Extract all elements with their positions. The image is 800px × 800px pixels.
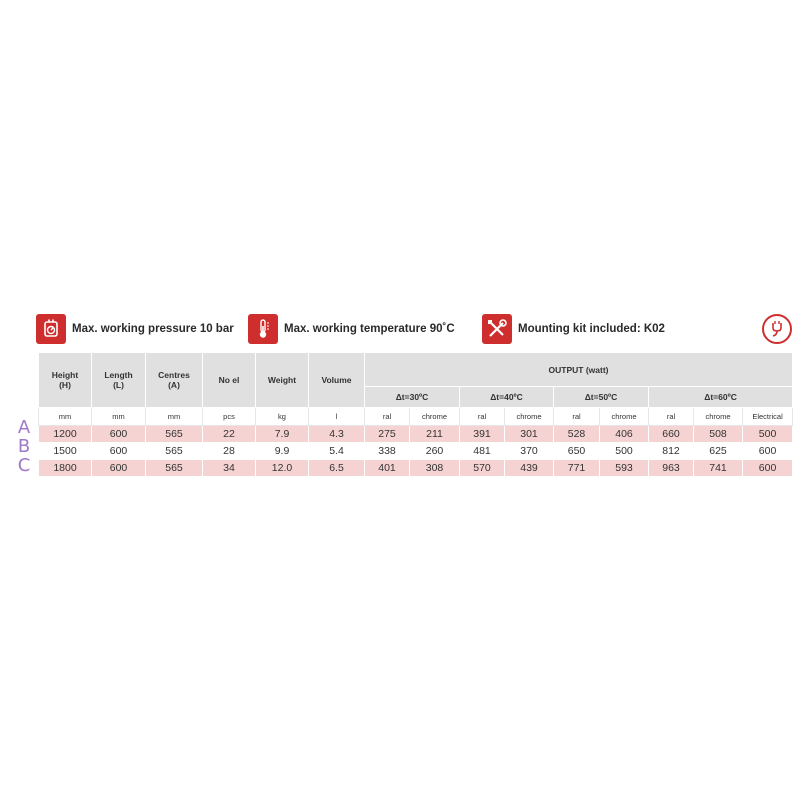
units-row — [39, 408, 793, 426]
table-cell: 650 — [554, 443, 600, 460]
table-cell: 1800 — [39, 460, 92, 477]
unit-cell: chrome — [694, 408, 743, 426]
table-cell: 275 — [365, 426, 410, 443]
unit-cell: ral — [365, 408, 410, 426]
mounting-label: Mounting kit included: K02 — [518, 323, 665, 335]
table-cell: 771 — [554, 460, 600, 477]
temperature-feature — [248, 312, 455, 346]
table-cell: 481 — [460, 443, 505, 460]
thermometer-icon — [248, 314, 278, 344]
row-letters — [14, 418, 34, 475]
table-cell: 338 — [365, 443, 410, 460]
table-cell: 7.9 — [256, 426, 309, 443]
unit-cell: chrome — [600, 408, 649, 426]
table-row — [39, 426, 793, 443]
table-cell: 308 — [410, 460, 460, 477]
table-cell: 401 — [365, 460, 410, 477]
feature-bar — [36, 312, 796, 346]
table-cell: 1200 — [39, 426, 92, 443]
table-cell: 5.4 — [309, 443, 365, 460]
table-cell: 812 — [649, 443, 694, 460]
pressure-gauge-icon — [36, 314, 66, 344]
unit-cell: ral — [554, 408, 600, 426]
table-cell: 370 — [505, 443, 554, 460]
table-cell: 570 — [460, 460, 505, 477]
header-no-el: No el — [203, 353, 256, 408]
table-cell: 508 — [694, 426, 743, 443]
table-cell: 565 — [146, 443, 203, 460]
table-cell: 22 — [203, 426, 256, 443]
unit-cell: mm — [92, 408, 146, 426]
unit-cell: Electrical — [743, 408, 793, 426]
unit-cell: kg — [256, 408, 309, 426]
table-cell: 600 — [92, 460, 146, 477]
temperature-label: Max. working temperature 90˚C — [284, 323, 455, 335]
table-cell: 211 — [410, 426, 460, 443]
table-cell: 301 — [505, 426, 554, 443]
row-letter-b: B — [17, 436, 31, 457]
mounting-feature — [482, 312, 665, 346]
table-cell: 600 — [743, 460, 793, 477]
row-letter-a: A — [17, 417, 31, 438]
table-cell: 500 — [600, 443, 649, 460]
table-cell: 528 — [554, 426, 600, 443]
header-length: Length (L) — [92, 353, 146, 408]
unit-cell: mm — [146, 408, 203, 426]
pressure-label: Max. working pressure 10 bar — [72, 323, 234, 335]
table-cell: 625 — [694, 443, 743, 460]
table-cell: 600 — [92, 426, 146, 443]
table-cell: 34 — [203, 460, 256, 477]
table-cell: 600 — [743, 443, 793, 460]
tools-icon — [482, 314, 512, 344]
table-cell: 439 — [505, 460, 554, 477]
unit-cell: ral — [460, 408, 505, 426]
pressure-feature — [36, 312, 234, 346]
table-cell: 4.3 — [309, 426, 365, 443]
row-letter-c: C — [17, 455, 31, 476]
table-cell: 660 — [649, 426, 694, 443]
table-cell: 500 — [743, 426, 793, 443]
unit-cell: l — [309, 408, 365, 426]
header-height: Height (H) — [39, 353, 92, 408]
table-cell: 391 — [460, 426, 505, 443]
table-row — [39, 443, 793, 460]
unit-cell: chrome — [505, 408, 554, 426]
table-cell: 565 — [146, 460, 203, 477]
table-cell: 593 — [600, 460, 649, 477]
table-cell: 12.0 — [256, 460, 309, 477]
table-cell: 260 — [410, 443, 460, 460]
unit-cell: ral — [649, 408, 694, 426]
plug-icon — [762, 314, 792, 344]
header-output: OUTPUT (watt) — [365, 353, 793, 387]
unit-cell: pcs — [203, 408, 256, 426]
table-cell: 600 — [92, 443, 146, 460]
table-row — [39, 460, 793, 477]
unit-cell: mm — [39, 408, 92, 426]
table-cell: 6.5 — [309, 460, 365, 477]
table-cell: 406 — [600, 426, 649, 443]
unit-cell: chrome — [410, 408, 460, 426]
table-cell: 9.9 — [256, 443, 309, 460]
table-cell: 1500 — [39, 443, 92, 460]
table-cell: 963 — [649, 460, 694, 477]
table-cell: 741 — [694, 460, 743, 477]
header-dt40: Δt=40ºC — [460, 387, 554, 408]
header-weight: Weight — [256, 353, 309, 408]
table-cell: 28 — [203, 443, 256, 460]
header-dt50: Δt=50ºC — [554, 387, 649, 408]
header-dt60: Δt=60ºC — [649, 387, 793, 408]
spec-table — [38, 352, 793, 477]
header-centres: Centres (A) — [146, 353, 203, 408]
header-volume: Volume — [309, 353, 365, 408]
table-cell: 565 — [146, 426, 203, 443]
header-dt30: Δt=30ºC — [365, 387, 460, 408]
